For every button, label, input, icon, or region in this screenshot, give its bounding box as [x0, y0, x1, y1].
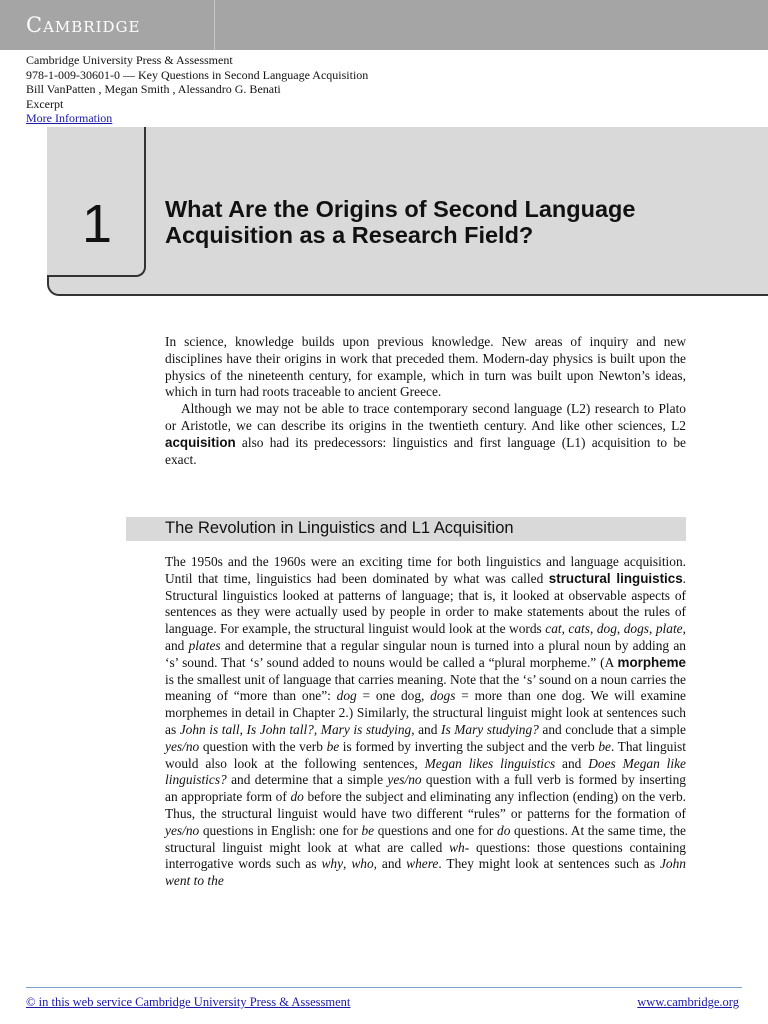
section-body [165, 554, 686, 890]
excerpt-label: Excerpt [26, 96, 64, 111]
intro-paragraph-1: In science, knowledge builds upon previous knowledge. New areas of inquiry and new disciplines have their origins in work that preceded them. Modern-day physics is built upon the physics of the nineteenth century, for example, which in turn was built upon Newton’s ideas, which in turn had roots traceable to ancient Greece. [165, 334, 686, 400]
book-metadata [26, 53, 368, 126]
chapter-title-line-1: What Are the Origins of Second Language [165, 196, 636, 222]
more-information-link[interactable]: More Information [26, 111, 113, 125]
publisher-line: Cambridge University Press & Assessment [26, 53, 233, 67]
keyword-morpheme: morpheme [617, 654, 686, 670]
top-banner [0, 0, 768, 50]
cambridge-website-link[interactable]: www.cambridge.org [637, 995, 739, 1009]
chapter-number: 1 [82, 194, 113, 254]
keyword-acquisition: acquisition [165, 434, 236, 450]
section-paragraph: The 1950s and the 1960s were an exciting time for both linguistics and language acquisition. Until that time, linguistics had been dominated by what was called structural linguistics. Structural linguistics looked at patterns of language; that is, it looked at observable aspects of sentences as they were actually used by people in order to make statements about the rules of language. For example, the structural linguist would look at the words cat, cats, dog, dogs, plate, and plates and determine that a regular singular noun is turned into a plural noun by adding an ‘s’ sound. That ‘s’ sound added to nouns would be called a “plural morpheme.” (A morpheme is the smallest unit of language that carries meaning. Note that the ‘s’ sound on a noun carries the meaning of “more than one”: dog = one dog, dogs = more than one dog. We will examine morphemes in detail in Chapter 2.) Similarly, the structural linguist might look at sentences such as John is tall, Is John tall?, Mary is studying, and Is Mary studying? and conclude that a simple yes/no question with the verb be is formed by inverting the subject and the verb be. That linguist would also look at the following sentences, Megan likes linguistics and Does Megan like linguistics? and determine that a simple yes/no question with a full verb is formed by inserting an appropriate form of do before the subject and eliminating any inflection (ending) on the verb. Thus, the structural linguist would have two different “rules” or patterns for the formation of yes/no questions in English: one for be questions and one for do questions. At the same time, the structural linguist might look at what are called wh- questions: those questions containing interrogative words such as why, who, and where. They might look at sentences such as John went to the [165, 554, 687, 889]
footer-rule [26, 987, 742, 988]
cambridge-logo: Cambridge [26, 13, 141, 37]
copyright-link[interactable]: © in this web service Cambridge University Press & Assessment [26, 995, 351, 1009]
banner-divider [214, 0, 215, 50]
authors-line: Bill VanPatten , Megan Smith , Alessandro G. Benati [26, 82, 281, 96]
section-heading: The Revolution in Linguistics and L1 Acquisition [165, 519, 514, 537]
intro-paragraph-2: Although we may not be able to trace contemporary second language (L2) research to Plato or Aristotle, we can describe its origins in the twentieth century. And like other sciences, L2 acquisition also had its predecessors: linguistics and first language (L1) acquisition to be exact. [165, 401, 686, 467]
chapter-title [165, 196, 745, 248]
intro-text [165, 334, 686, 468]
chapter-title-line-2: Acquisition as a Research Field? [165, 222, 534, 248]
isbn-title-line: 978-1-009-30601-0 — Key Questions in Second Language Acquisition [26, 67, 369, 82]
keyword-structural-linguistics: structural linguistics [548, 570, 683, 586]
